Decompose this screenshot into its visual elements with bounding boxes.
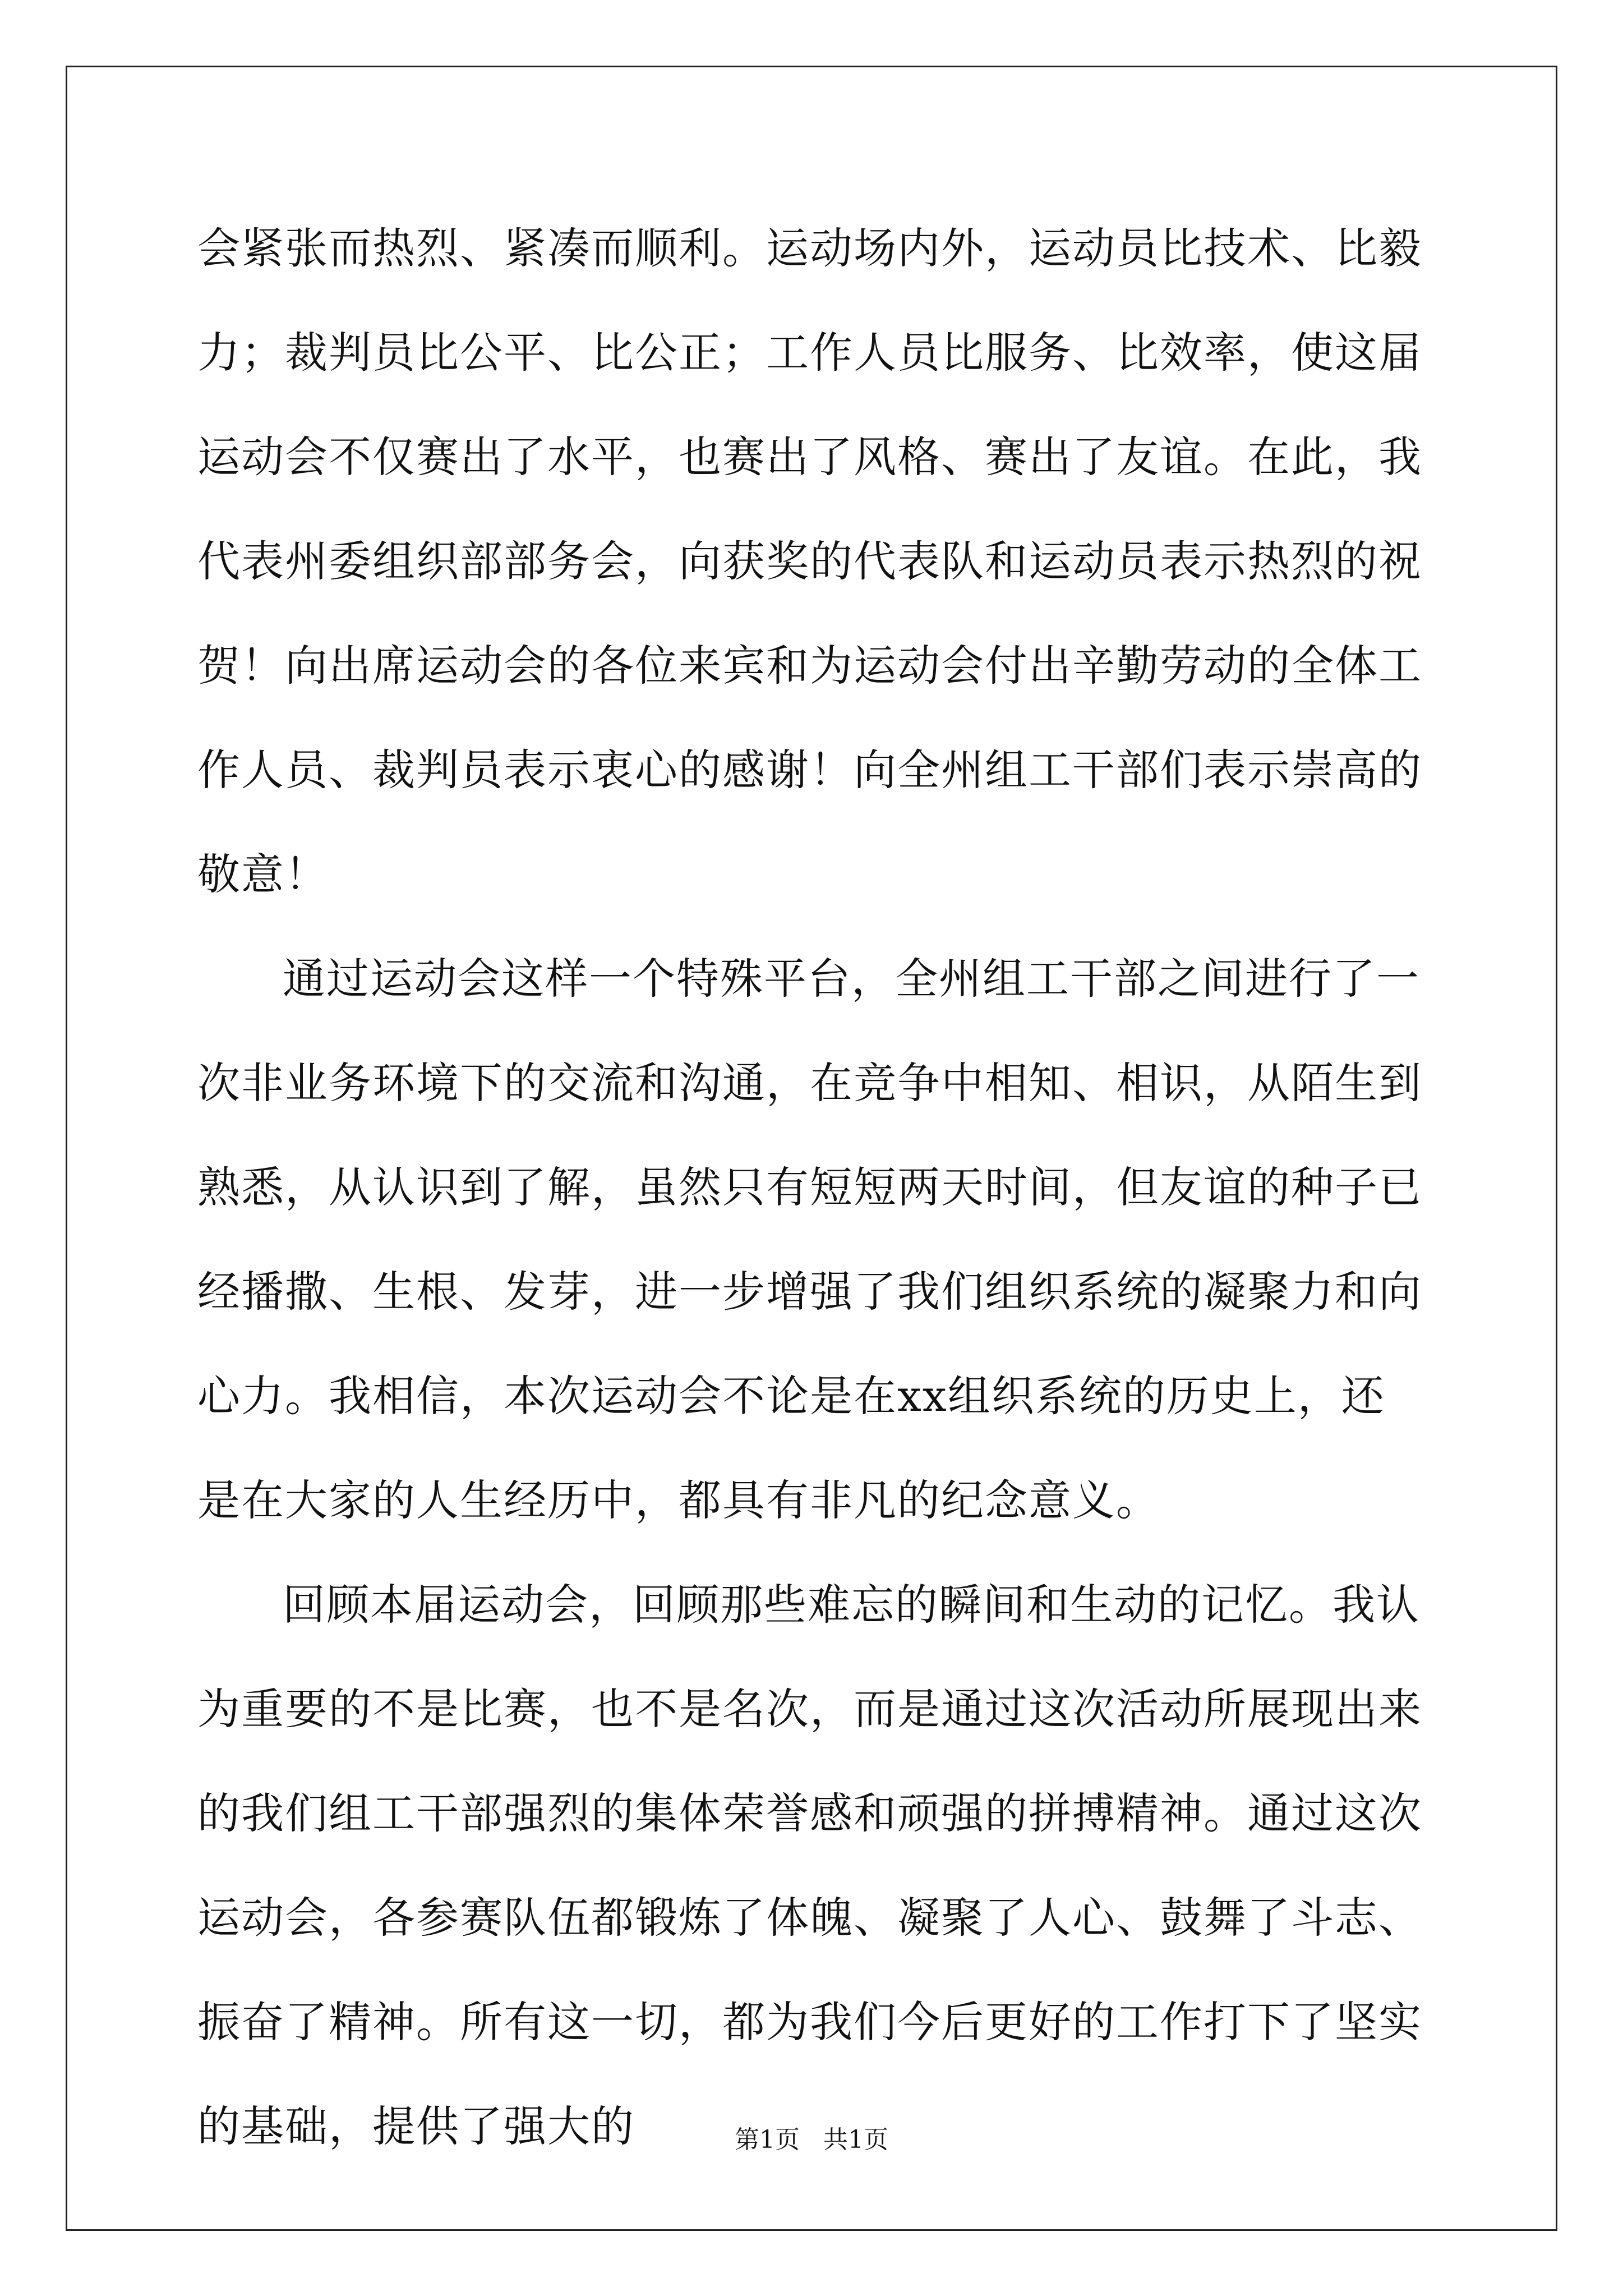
paragraph-3: 回顾本届运动会，回顾那些难忘的瞬间和生动的记忆。我认为重要的不是比赛，也不是名次，而是通过这次活动所展现出来的我们组工干部强烈的集体荣誉感和顽强的拼搏精神。通过这次运动会，各参赛队伍都锻炼了体魄、凝聚了人心、鼓舞了斗志、振奋了精神。所有这一切，都为我们今后更好的工作打下了坚实的基础，提供了强大的 [197,1580,1422,2151]
document-body [197,196,1426,2179]
page-number: 第1页 [735,2125,800,2154]
paragraph-1: 会紧张而热烈、紧凑而顺利。运动场内外，运动员比技术、比毅力；裁判员比公平、比公正；工作人员比服务、比效率，使这届运动会不仅赛出了水平，也赛出了风格、赛出了友谊。在此，我代表州委组织部部务会，向获奖的代表队和运动员表示热烈的祝贺！向出席运动会的各位来宾和为运动会付出辛勤劳动的全体工作人员、裁判员表示衷心的感谢！向全州组工干部们表示崇高的敬意！ [197,223,1422,899]
paragraph-2: 通过运动会这样一个特殊平台，全州组工干部之间进行了一次非业务环境下的交流和沟通，在竞争中相知、相识，从陌生到熟悉，从认识到了解，虽然只有短短两天时间，但友谊的种子已经播撒、生根、发芽，进一步增强了我们组织系统的凝聚力和向心力。我相信，本次运动会不论是在xx组织系统的历史上，还是在大家的人生经历中，都具有非凡的纪念意义。 [197,954,1422,1525]
page-footer [0,2123,1623,2157]
page-total: 共1页 [823,2125,888,2154]
